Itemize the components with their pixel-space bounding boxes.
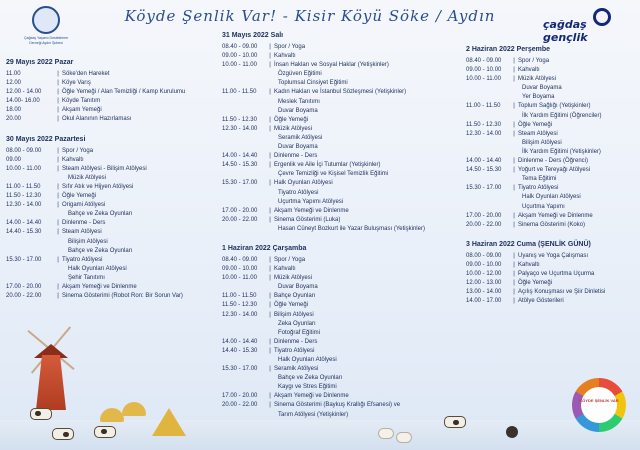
schedule-row bbox=[222, 43, 460, 52]
schedule-time: 11.50 - 12.30 bbox=[466, 121, 501, 128]
turkey-icon bbox=[506, 426, 518, 438]
schedule-row bbox=[6, 256, 216, 265]
day-block bbox=[6, 134, 216, 302]
schedule-time: 12.00 bbox=[6, 80, 22, 87]
schedule-activity: Bahçe Oyunları bbox=[274, 293, 316, 300]
day-title: 31 Mayıs 2022 Salı bbox=[222, 32, 284, 39]
schedule-row bbox=[222, 88, 460, 97]
schedule-time: 12.30 - 14.00 bbox=[6, 202, 42, 209]
schedule-row bbox=[466, 121, 638, 130]
schedule-time: 13.00 - 14.00 bbox=[466, 289, 502, 296]
cow-icon bbox=[52, 428, 74, 440]
association-logo bbox=[22, 6, 70, 45]
separator: | bbox=[269, 62, 271, 69]
schedule-activity: Tiyatro Atölyesi bbox=[62, 256, 103, 263]
schedule-activity: Bilişim Atölyesi bbox=[274, 311, 314, 318]
schedule-activity: Spor / Yoga bbox=[274, 256, 306, 263]
schedule-activity: Sinema Gösterimi (Koko) bbox=[518, 221, 586, 228]
schedule-time: 14.00 - 17.00 bbox=[466, 298, 502, 305]
schedule-activity: Tiyatro Atölyesi bbox=[518, 185, 559, 192]
schedule-row bbox=[6, 97, 216, 106]
schedule-row bbox=[222, 161, 460, 170]
schedule-row bbox=[466, 130, 638, 139]
schedule-activity: Fotoğraf Eğitimi bbox=[278, 329, 321, 336]
separator: | bbox=[513, 270, 515, 277]
separator: | bbox=[269, 53, 271, 60]
schedule-activity: Origami Atölyesi bbox=[62, 202, 106, 209]
schedule-row bbox=[466, 75, 638, 84]
schedule-activity: Şehir Tanıtımı bbox=[68, 274, 105, 281]
schedule-time: 10.00 - 11.00 bbox=[222, 275, 257, 282]
schedule-activity: Uçurtma Yapımı Atölyesi bbox=[278, 198, 344, 205]
schedule-row bbox=[466, 252, 638, 261]
separator: | bbox=[269, 338, 271, 345]
schedule-activity: İlk Yardım Eğitimi (Öğrenciler) bbox=[522, 112, 602, 119]
schedule-activity: Kahvaltı bbox=[274, 266, 296, 273]
schedule-activity: İlk Yardım Eğitimi (Yetişkinler) bbox=[522, 148, 601, 155]
separator: | bbox=[513, 212, 515, 219]
schedule-activity: Sıfır Atık ve Hijyen Atölyesi bbox=[62, 183, 134, 190]
schedule-activity: Toplumsal Cinsiyet Eğitimi bbox=[278, 80, 348, 87]
schedule-activity: Öğle Yemeği bbox=[274, 116, 309, 123]
schedule-activity: Tiyatro Atölyesi bbox=[274, 347, 315, 354]
schedule-row bbox=[222, 207, 460, 216]
schedule-time: 12.30 - 14.00 bbox=[466, 130, 502, 137]
schedule-time: 09.00 bbox=[6, 156, 22, 163]
separator: | bbox=[269, 275, 271, 282]
schedule-time: 09.00 - 10.00 bbox=[466, 261, 502, 268]
day-title: 29 Mayıs 2022 Pazar bbox=[6, 59, 74, 66]
schedule-activity: Bahçe ve Zeka Oyunları bbox=[278, 375, 343, 382]
separator: | bbox=[269, 347, 271, 354]
schedule-activity: Kahvaltı bbox=[274, 53, 296, 60]
separator: | bbox=[57, 283, 59, 290]
schedule-row bbox=[6, 147, 216, 156]
schedule-time: 14.40 - 15.30 bbox=[222, 347, 258, 354]
separator: | bbox=[57, 220, 59, 227]
schedule-activity: Kahvaltı bbox=[518, 67, 540, 74]
schedule-time: 14.00 - 14.40 bbox=[466, 158, 502, 165]
schedule-time: 17.00 - 20.00 bbox=[222, 393, 258, 400]
separator: | bbox=[269, 116, 271, 123]
schedule-row bbox=[6, 156, 216, 165]
schedule-row bbox=[222, 301, 460, 310]
schedule-time: 11.00 bbox=[6, 71, 21, 77]
schedule-row bbox=[6, 79, 216, 88]
separator: | bbox=[513, 121, 515, 128]
schedule-time: 08.00 - 09.00 bbox=[466, 252, 502, 259]
separator: | bbox=[513, 252, 515, 259]
schedule-activity: Sinema Gösterimi (Robot Ron: Bir Sorun Var) bbox=[62, 293, 183, 300]
schedule-row bbox=[222, 338, 460, 347]
schedule-time: 12.00 - 13.00 bbox=[466, 280, 502, 287]
separator: | bbox=[269, 207, 271, 214]
separator: | bbox=[513, 280, 515, 287]
schedule-activity: Steam Atölyesi - Bilişim Atölyesi bbox=[62, 165, 147, 172]
schedule-time: 12.30 - 14.00 bbox=[222, 125, 258, 132]
separator: | bbox=[513, 103, 515, 110]
schedule-row bbox=[6, 201, 216, 210]
schedule-activity: Çevre Temizliği ve Kişisel Temizlik Eğitimi bbox=[278, 171, 389, 178]
schedule-row bbox=[222, 179, 460, 188]
day-block bbox=[6, 57, 216, 125]
schedule-time: 11.00 - 11.50 bbox=[6, 183, 41, 190]
schedule-time: 11.50 - 12.30 bbox=[6, 193, 41, 200]
schedule-row bbox=[222, 365, 460, 374]
day-spacer bbox=[466, 230, 638, 239]
schedule-activity: Dinlenme - Ders bbox=[274, 338, 318, 345]
separator: | bbox=[57, 165, 59, 172]
schedule-activity: Yer Boyama bbox=[522, 94, 555, 101]
schedule-row bbox=[466, 270, 638, 279]
schedule-row bbox=[466, 157, 638, 166]
day-block bbox=[466, 239, 638, 307]
schedule-activity: Spor / Yoga bbox=[518, 58, 550, 64]
separator: | bbox=[57, 98, 59, 105]
schedule-time: 20.00 bbox=[6, 116, 22, 123]
separator: | bbox=[57, 80, 59, 87]
schedule-time: 20.00 - 22.00 bbox=[222, 402, 258, 409]
schedule-activity: Meslek Tanıtımı bbox=[278, 98, 320, 105]
schedule-time: 17.00 - 20.00 bbox=[466, 212, 502, 219]
separator: | bbox=[57, 202, 59, 209]
schedule-time: 20.00 - 22.00 bbox=[466, 221, 502, 228]
schedule-activity: Okul Alanının Hazırlaması bbox=[62, 116, 132, 123]
schedule-time: 08.40 - 09.00 bbox=[222, 256, 258, 263]
schedule-activity: Bahçe ve Zeka Oyunları bbox=[68, 247, 133, 254]
separator: | bbox=[269, 366, 271, 373]
separator: | bbox=[513, 158, 515, 165]
schedule-activity: Ergenlik ve Aile İçi Tutumlar (Yetişkinler) bbox=[274, 162, 381, 169]
schedule-row bbox=[6, 219, 216, 228]
schedule-activity: Dinlenme - Ders (Öğrenci) bbox=[518, 158, 589, 165]
schedule-activity: Hasan Cüneyt Bozkurt ile Yazar Buluşması (Yetişkinler) bbox=[278, 225, 425, 232]
schedule-row bbox=[222, 216, 460, 225]
separator: | bbox=[269, 44, 271, 50]
separator: | bbox=[269, 311, 271, 318]
festival-logo bbox=[572, 378, 626, 432]
schedule-row bbox=[466, 57, 638, 66]
schedule-activity: Halk Oyunları Atölyesi bbox=[68, 265, 127, 272]
schedule-row bbox=[222, 292, 460, 301]
schedule-time: 08.00 - 09.00 bbox=[6, 147, 42, 154]
cagdas-genclik-ring-icon bbox=[593, 8, 611, 26]
schedule-time: 14.00 - 14.40 bbox=[6, 220, 42, 227]
separator: | bbox=[57, 116, 59, 123]
schedule-column-2 bbox=[222, 30, 460, 420]
schedule-activity: Söke'den Hareket bbox=[62, 71, 110, 77]
day-spacer bbox=[6, 125, 216, 134]
schedule-time: 09.00 - 10.00 bbox=[466, 67, 502, 74]
schedule-activity: Açılış Konuşması ve Şiir Dinletisi bbox=[518, 289, 606, 296]
schedule-row bbox=[222, 311, 460, 320]
schedule-activity: Akşam Yemeği ve Dinlenme bbox=[62, 283, 137, 290]
schedule-time: 17.00 - 20.00 bbox=[222, 207, 258, 214]
schedule-row bbox=[6, 70, 216, 79]
separator: | bbox=[269, 266, 271, 273]
schedule-activity: Halk Oyunları Atölyesi bbox=[274, 180, 333, 187]
separator: | bbox=[269, 402, 271, 409]
schedule-time: 14.40 - 15.30 bbox=[6, 229, 42, 236]
day-title: 3 Haziran 2022 Cuma (ŞENLİK GÜNÜ) bbox=[466, 240, 591, 248]
schedule-activity: Atölye Gösterileri bbox=[518, 298, 564, 305]
schedule-activity: Duvar Boyama bbox=[522, 85, 562, 92]
schedule-activity: Akşam Yemeği ve Dinlenme bbox=[274, 393, 349, 400]
separator: | bbox=[57, 147, 59, 154]
schedule-activity: Sinema Gösterimi (Baykuş Krallığı Efsanesi) ve bbox=[274, 402, 401, 409]
separator: | bbox=[513, 76, 515, 83]
schedule-row bbox=[222, 61, 460, 70]
schedule-time: 08.40 - 09.00 bbox=[222, 44, 258, 50]
schedule-activity: Öğle Yemeği / Alan Temizliği / Kamp Kurulumu bbox=[62, 89, 186, 96]
schedule-activity: Akşam Yemeği ve Dinlenme bbox=[274, 207, 349, 214]
schedule-row bbox=[466, 288, 638, 297]
schedule-activity: Uçurtma Yapımı bbox=[522, 203, 565, 210]
schedule-activity: Bilişim Atölyesi bbox=[522, 139, 562, 146]
schedule-row bbox=[466, 297, 638, 306]
day-spacer bbox=[222, 234, 460, 243]
schedule-activity: Köyde Tanıtım bbox=[62, 98, 101, 105]
schedule-row bbox=[6, 292, 216, 301]
schedule-activity: Steam Atölyesi bbox=[518, 130, 558, 137]
schedule-activity: Duvar Boyama bbox=[278, 107, 318, 114]
schedule-activity: Kaygı ve Stres Eğitimi bbox=[278, 384, 337, 391]
schedule-time: 10.00 - 11.00 bbox=[222, 62, 257, 69]
schedule-row bbox=[466, 184, 638, 193]
schedule-row bbox=[6, 88, 216, 97]
separator: | bbox=[513, 167, 515, 174]
separator: | bbox=[57, 71, 59, 77]
schedule-activity: Kahvaltı bbox=[62, 156, 84, 163]
schedule-activity: Palyaço ve Uçurtma Uçurma bbox=[518, 270, 595, 277]
separator: | bbox=[513, 261, 515, 268]
schedule-activity: Bilişim Atölyesi bbox=[68, 238, 108, 245]
cow-icon bbox=[94, 426, 116, 438]
haystack-icon bbox=[122, 402, 146, 416]
schedule-activity: Müzik Atölyesi bbox=[274, 125, 313, 132]
schedule-time: 14.00 - 14.40 bbox=[222, 338, 258, 345]
separator: | bbox=[513, 289, 515, 296]
schedule-row bbox=[222, 265, 460, 274]
schedule-time: 09.00 - 10.00 bbox=[222, 266, 258, 273]
schedule-activity: Tema Eğitimi bbox=[522, 176, 557, 183]
schedule-activity: Sinema Gösterimi (Luka) bbox=[274, 216, 341, 223]
schedule-activity: Halk Oyunları Atölyesi bbox=[522, 194, 581, 201]
schedule-time: 20.00 - 22.00 bbox=[6, 293, 42, 300]
schedule-row bbox=[6, 106, 216, 115]
sheep-icon bbox=[378, 428, 394, 439]
schedule-time: 10.00 - 12.00 bbox=[466, 270, 502, 277]
schedule-time: 14.50 - 15.30 bbox=[222, 162, 258, 169]
day-title: 30 Mayıs 2022 Pazartesi bbox=[6, 135, 86, 143]
schedule-time: 11.50 - 12.30 bbox=[222, 116, 257, 123]
schedule-row bbox=[6, 283, 216, 292]
day-block bbox=[466, 44, 638, 230]
schedule-activity: Zeka Oyunları bbox=[278, 320, 316, 327]
separator: | bbox=[57, 193, 59, 200]
separator: | bbox=[57, 156, 59, 163]
separator: | bbox=[513, 221, 515, 228]
schedule-activity: Kahvaltı bbox=[518, 261, 540, 268]
schedule-time: 17.00 - 20.00 bbox=[6, 283, 42, 290]
schedule-activity: Öğle Yemeği bbox=[518, 280, 553, 287]
schedule-activity: Müzik Atölyesi bbox=[274, 275, 313, 282]
schedule-time: 15.30 - 17.00 bbox=[466, 185, 502, 192]
day-title: 1 Haziran 2022 Çarşamba bbox=[222, 244, 307, 252]
separator: | bbox=[269, 293, 271, 300]
separator: | bbox=[513, 185, 515, 192]
schedule-time: 20.00 - 22.00 bbox=[222, 216, 258, 223]
association-logo-text: Çağdaş Yaşamı Destekleme Derneği Aydın Şubesi bbox=[23, 36, 69, 45]
separator: | bbox=[269, 393, 271, 400]
schedule-activity: Akşam Yemeği ve Dinlenme bbox=[518, 212, 593, 219]
schedule-activity: Tiyatro Atölyesi bbox=[278, 189, 319, 196]
separator: | bbox=[269, 180, 271, 187]
schedule-time: 14.00- 16.00 bbox=[6, 98, 40, 105]
separator: | bbox=[57, 256, 59, 263]
schedule-activity: Öğle Yemeği bbox=[62, 193, 97, 200]
schedule-time: 15.30 - 17.00 bbox=[222, 366, 258, 373]
schedule-activity: Duvar Boyama bbox=[278, 284, 318, 291]
schedule-time: 14.00 - 14.40 bbox=[222, 153, 258, 160]
separator: | bbox=[513, 58, 515, 64]
separator: | bbox=[269, 89, 271, 96]
separator: | bbox=[269, 162, 271, 169]
schedule-activity: Müzik Atölyesi bbox=[518, 76, 557, 83]
schedule-activity: Tarım Atölyesi (Yetişkinler) bbox=[278, 411, 349, 418]
schedule-row bbox=[466, 212, 638, 221]
schedule-activity: İnsan Hakları ve Sosyal Haklar (Yetişkinler) bbox=[274, 62, 389, 69]
schedule-time: 15.30 - 17.00 bbox=[222, 180, 258, 187]
separator: | bbox=[513, 130, 515, 137]
cagdas-genclik-logo-text: çağdaş gençlik bbox=[543, 18, 588, 44]
schedule-activity: Toplum Sağlığı (Yetişkinler) bbox=[518, 103, 591, 110]
separator: | bbox=[57, 107, 59, 114]
separator: | bbox=[57, 89, 59, 96]
schedule-row bbox=[6, 165, 216, 174]
schedule-time: 11.00 - 11.50 bbox=[222, 293, 257, 300]
schedule-time: 14.50 - 15.30 bbox=[466, 167, 502, 174]
schedule-time: 11.50 - 12.30 bbox=[222, 302, 257, 309]
day-block bbox=[222, 243, 460, 420]
schedule-column-1 bbox=[6, 57, 216, 301]
schedule-activity: Seramik Atölyesi bbox=[278, 134, 323, 141]
schedule-activity: Bahçe ve Zeka Oyunları bbox=[68, 211, 133, 218]
schedule-activity: Duvar Boyama bbox=[278, 144, 318, 151]
separator: | bbox=[269, 302, 271, 309]
schedule-activity: Özgüven Eğitimi bbox=[278, 71, 322, 78]
schedule-activity: Müzik Atölyesi bbox=[68, 174, 107, 181]
schedule-row bbox=[222, 392, 460, 401]
page-title: Köyde Şenlik Var! - Kisir Köyü Söke / Aydın bbox=[124, 7, 496, 25]
schedule-activity: Steam Atölyesi bbox=[62, 229, 102, 236]
schedule-activity: Dinlenme - Ders bbox=[62, 220, 106, 227]
schedule-activity: Köye Varış bbox=[62, 80, 91, 87]
schedule-row bbox=[222, 52, 460, 61]
schedule-row bbox=[466, 166, 638, 175]
schedule-activity: Kadın Hakları ve İstanbul Sözleşmesi (Yetişkinler) bbox=[274, 89, 407, 96]
schedule-row bbox=[6, 115, 216, 124]
schedule-time: 18.00 bbox=[6, 107, 22, 114]
day-block bbox=[222, 30, 460, 234]
schedule-row bbox=[222, 401, 460, 410]
schedule-activity: Öğle Yemeği bbox=[518, 121, 553, 128]
separator: | bbox=[57, 229, 59, 236]
cow-icon bbox=[30, 408, 52, 420]
schedule-row bbox=[222, 256, 460, 265]
schedule-row bbox=[222, 347, 460, 356]
schedule-activity: Seramik Atölyesi bbox=[274, 366, 319, 373]
sheep-icon bbox=[396, 432, 412, 443]
schedule-row bbox=[222, 125, 460, 134]
schedule-row bbox=[466, 261, 638, 270]
haystack-icon bbox=[100, 408, 124, 422]
schedule-activity: Öğle Yemeği bbox=[274, 302, 309, 309]
schedule-row bbox=[466, 221, 638, 230]
separator: | bbox=[269, 256, 271, 263]
schedule-time: 11.00 - 11.50 bbox=[466, 103, 501, 110]
day-title: 2 Haziran 2022 Perşembe bbox=[466, 46, 551, 53]
separator: | bbox=[57, 293, 59, 300]
association-seal-icon bbox=[32, 6, 60, 34]
schedule-activity: Halk Oyunları Atölyesi bbox=[278, 357, 337, 363]
schedule-row bbox=[466, 279, 638, 288]
schedule-activity: Yoğurt ve Tereyağı Atölyesi bbox=[518, 167, 591, 174]
separator: | bbox=[57, 183, 59, 190]
cagdas-genclik-logo bbox=[543, 8, 613, 44]
schedule-time: 10.00 - 11.00 bbox=[6, 165, 41, 172]
schedule-activity: Akşam Yemeği bbox=[62, 107, 102, 114]
schedule-time: 15.30 - 17.00 bbox=[6, 256, 42, 263]
schedule-time: 09.00 - 10.00 bbox=[222, 53, 258, 60]
schedule-row bbox=[222, 116, 460, 125]
schedule-row bbox=[222, 152, 460, 161]
schedule-row bbox=[6, 192, 216, 201]
schedule-column-3 bbox=[466, 44, 638, 306]
schedule-row bbox=[466, 66, 638, 75]
schedule-activity: Spor / Yoga bbox=[62, 147, 94, 154]
schedule-row bbox=[222, 274, 460, 283]
schedule-row bbox=[6, 228, 216, 237]
festival-logo-text: KÖYDE ŞENLİK VAR bbox=[579, 398, 619, 403]
schedule-time: 08.40 - 09.00 bbox=[466, 58, 502, 64]
schedule-activity: Dinlenme - Ders bbox=[274, 153, 318, 160]
schedule-time: 11.00 - 11.50 bbox=[222, 89, 257, 96]
schedule-time: 10.00 - 11.00 bbox=[466, 76, 501, 83]
schedule-time: 12.00 - 14.00 bbox=[6, 89, 42, 96]
schedule-row bbox=[6, 183, 216, 192]
schedule-activity: Spor / Yoga bbox=[274, 44, 306, 50]
separator: | bbox=[513, 298, 515, 305]
separator: | bbox=[269, 153, 271, 160]
separator: | bbox=[269, 216, 271, 223]
schedule-row bbox=[466, 102, 638, 111]
separator: | bbox=[269, 125, 271, 132]
schedule-time: 12.30 - 14.00 bbox=[222, 311, 258, 318]
schedule-activity: Uyanış ve Yoga Çalışması bbox=[518, 252, 589, 259]
separator: | bbox=[513, 67, 515, 74]
